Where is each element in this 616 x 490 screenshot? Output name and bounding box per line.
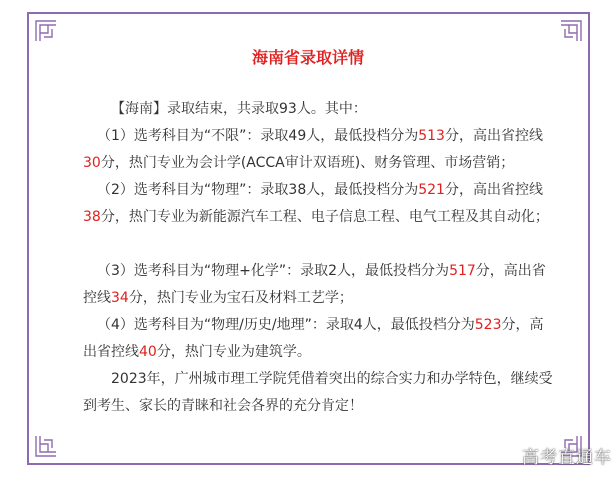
item-text: 分，高出省控线 xyxy=(83,263,546,306)
item-text: 分，热门专业为宝石及材料工艺学； xyxy=(128,290,353,306)
min-score: 517 xyxy=(449,263,476,279)
admission-item xyxy=(83,258,553,312)
item-text: （4）选考科目为“物理/历史/地理”：录取4人，最低投档分为 xyxy=(97,317,475,333)
min-score: 523 xyxy=(474,317,502,333)
corner-ornament-icon xyxy=(35,435,57,457)
closing-paragraph: 2023年，广州城市理工学院凭借着突出的综合实力和办学特色，继续受到考生、家长的青睐和社会各界的充分肯定！ xyxy=(83,371,553,414)
item-text: （3）选考科目为“物理+化学”：录取2人，最低投档分为 xyxy=(97,263,450,279)
score-above-line: 38 xyxy=(83,209,101,225)
paragraph-spacer xyxy=(83,231,553,258)
item-text: 分，热门专业为会计学(ACCA审计双语班)、财务管理、市场营销； xyxy=(100,155,515,171)
min-score: 521 xyxy=(418,182,445,198)
item-text: 分，高出省控线 xyxy=(83,317,544,360)
item-text: （2）选考科目为“物理”：录取38人，最低投档分为 xyxy=(97,182,419,198)
item-text: 分，高出省控线 xyxy=(444,182,543,198)
score-above-line: 34 xyxy=(111,290,129,306)
page-title: 海南省录取详情 xyxy=(251,48,364,67)
item-text: （1）选考科目为“不限”：录取49人，最低投档分为 xyxy=(97,128,419,144)
admission-item xyxy=(83,312,553,366)
score-above-line: 30 xyxy=(83,155,101,171)
article-body xyxy=(83,96,553,420)
item-text: 分，高出省控线 xyxy=(444,128,543,144)
watermark: 高考直通车 xyxy=(522,448,612,468)
item-text: 分，热门专业为新能源汽车工程、电子信息工程、电气工程及其自动化； xyxy=(100,209,549,225)
corner-ornament-icon xyxy=(560,20,582,42)
intro-paragraph: 【海南】录取结束，共录取93人。其中： xyxy=(111,101,367,117)
item-text: 分，热门专业为建筑学。 xyxy=(156,344,311,360)
min-score: 513 xyxy=(418,128,445,144)
admission-item xyxy=(83,123,553,177)
score-above-line: 40 xyxy=(139,344,157,360)
admission-item xyxy=(83,177,553,231)
corner-ornament-icon xyxy=(35,20,57,42)
